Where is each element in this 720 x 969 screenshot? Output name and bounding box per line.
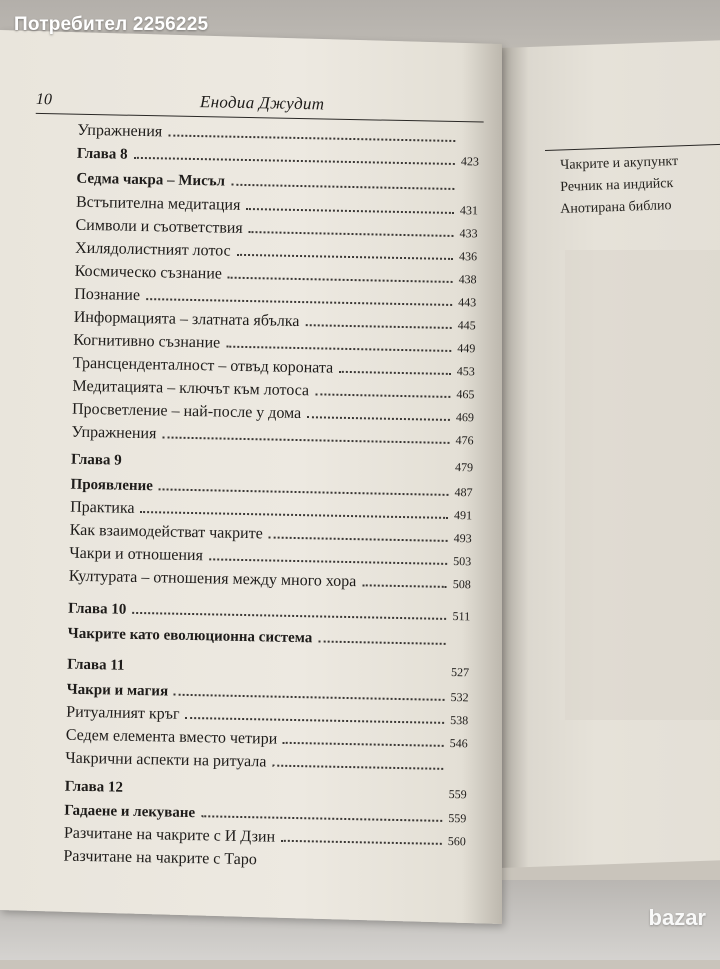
leader-dots <box>281 840 442 845</box>
page-ref: 438 <box>458 272 477 287</box>
page-ref: 560 <box>447 833 466 849</box>
toc-entry-title: Символи и съответствия <box>75 216 243 237</box>
toc-entry-title: Космическо съзнание <box>74 262 223 283</box>
chapter-title <box>68 621 470 651</box>
leader-dots <box>159 488 449 496</box>
leader-dots <box>318 640 445 644</box>
leader-dots <box>272 765 443 770</box>
leader-dots <box>132 612 446 620</box>
leader-dots <box>168 134 455 142</box>
toc-entry-title: Седем елемента вместо четири <box>65 726 278 748</box>
toc-entry-title: Чакрични аспекти на ритуала <box>65 749 267 771</box>
page-ref: 423 <box>460 154 480 169</box>
page-ref: 503 <box>453 554 472 569</box>
leader-dots <box>339 371 451 375</box>
chapter-title-text: Чакри и магия <box>66 681 169 700</box>
leader-dots <box>307 416 450 421</box>
chapter-label: Глава 9 <box>70 451 122 469</box>
page-number: 10 <box>35 90 53 109</box>
toc-entry-title: Културата – отношения между много хора <box>68 567 357 591</box>
right-page-line-3: Анотирана библио <box>560 198 672 217</box>
toc-entry-title: Разчитане на чакрите с Таро <box>63 847 258 869</box>
toc-entry-title: Практика <box>70 498 135 517</box>
toc-entry-title: Познание <box>74 285 141 304</box>
leader-dots <box>134 157 455 165</box>
leader-dots <box>231 184 454 190</box>
leader-dots <box>201 815 442 822</box>
page-ref: 453 <box>456 364 476 379</box>
toc-entry-title: Встъпителна медитация <box>75 193 241 214</box>
leader-dots <box>249 231 454 237</box>
leader-dots <box>362 584 446 588</box>
leader-dots <box>185 717 444 724</box>
page-ref: 559 <box>448 810 467 826</box>
leader-dots <box>283 742 444 747</box>
page-ref: 449 <box>457 341 476 356</box>
page-ref: 546 <box>449 735 468 751</box>
chapter-label: Глава 11 <box>67 656 125 674</box>
chapter-title-text: Чакрите като еволюционна система <box>67 625 313 647</box>
right-page-shadow <box>565 250 720 720</box>
leader-dots <box>146 298 452 306</box>
running-header-author: Енодиа Джудит <box>199 92 325 114</box>
page-ref: 532 <box>450 689 469 705</box>
toc-entry-title: Чакри и отношения <box>69 544 204 565</box>
page-ref: 479 <box>454 460 474 475</box>
toc-entry-title: Медитацията – ключът към лотоса <box>72 377 310 400</box>
watermark-username: Потребител 2256225 <box>14 14 209 35</box>
page-ref: 469 <box>455 410 475 425</box>
page-ref: 493 <box>453 531 472 546</box>
toc-entry-title: Разчитане на чакрите с И Дзин <box>63 824 276 846</box>
page-ref: 476 <box>455 433 474 448</box>
page-ref: 443 <box>458 295 477 310</box>
leader-dots <box>140 511 448 519</box>
page-ref: 465 <box>456 387 475 402</box>
page-ref: 431 <box>459 203 479 218</box>
toc-entry-title: Когнитивно съзнание <box>73 331 221 352</box>
chapter-title-text: Гадаене и лекуване <box>64 802 196 822</box>
bazar-logo: bazar <box>648 905 706 930</box>
right-page-line-2: Речник на индийск <box>560 176 674 195</box>
page-ref: 527 <box>450 664 470 680</box>
toc-entry-title: Трансценденталност – отвъд короната <box>72 354 334 377</box>
page-ref: 445 <box>457 318 476 333</box>
chapter-title-text: Седма чакра – Мисъл <box>76 170 226 190</box>
page-ref: 487 <box>454 485 473 500</box>
toc-entry-title: Упражнения <box>77 121 163 141</box>
leader-dots <box>246 208 454 214</box>
page-ref: 433 <box>459 226 478 241</box>
right-page-line-1: Чакрите и акупункт <box>560 153 679 173</box>
page-ref: 538 <box>450 712 469 728</box>
leader-dots <box>162 436 449 444</box>
page-ref: 508 <box>452 577 471 592</box>
leader-dots <box>315 393 450 398</box>
page-ref: 436 <box>458 249 478 264</box>
chapter-label: Глава 12 <box>64 778 124 796</box>
toc-entry-title: Как взаимодействат чакрите <box>69 521 263 543</box>
page-ref: 559 <box>448 786 467 802</box>
leader-dots <box>228 277 453 283</box>
leader-dots <box>209 558 447 565</box>
chapter-label: Глава 10 <box>68 600 127 618</box>
leader-dots <box>226 346 451 352</box>
leader-dots <box>174 694 445 701</box>
leader-dots <box>305 324 451 329</box>
chapter-title-text: Проявление <box>70 476 154 495</box>
toc-entry-title: Просветление – най-после у дома <box>71 400 302 423</box>
chapter-label: Глава 8 <box>76 145 128 163</box>
toc-entry-title: Информацията – златната ябълка <box>73 308 300 331</box>
leader-dots <box>269 536 448 541</box>
leader-dots <box>237 254 453 260</box>
toc-entry-title: Упражнения <box>71 423 157 443</box>
page-ref: 491 <box>453 508 473 523</box>
page-ref: 511 <box>452 609 471 624</box>
toc-entry-title: Ритуалният кръг <box>66 703 180 723</box>
toc-entry-title: Хилядолистният лотос <box>74 239 231 260</box>
